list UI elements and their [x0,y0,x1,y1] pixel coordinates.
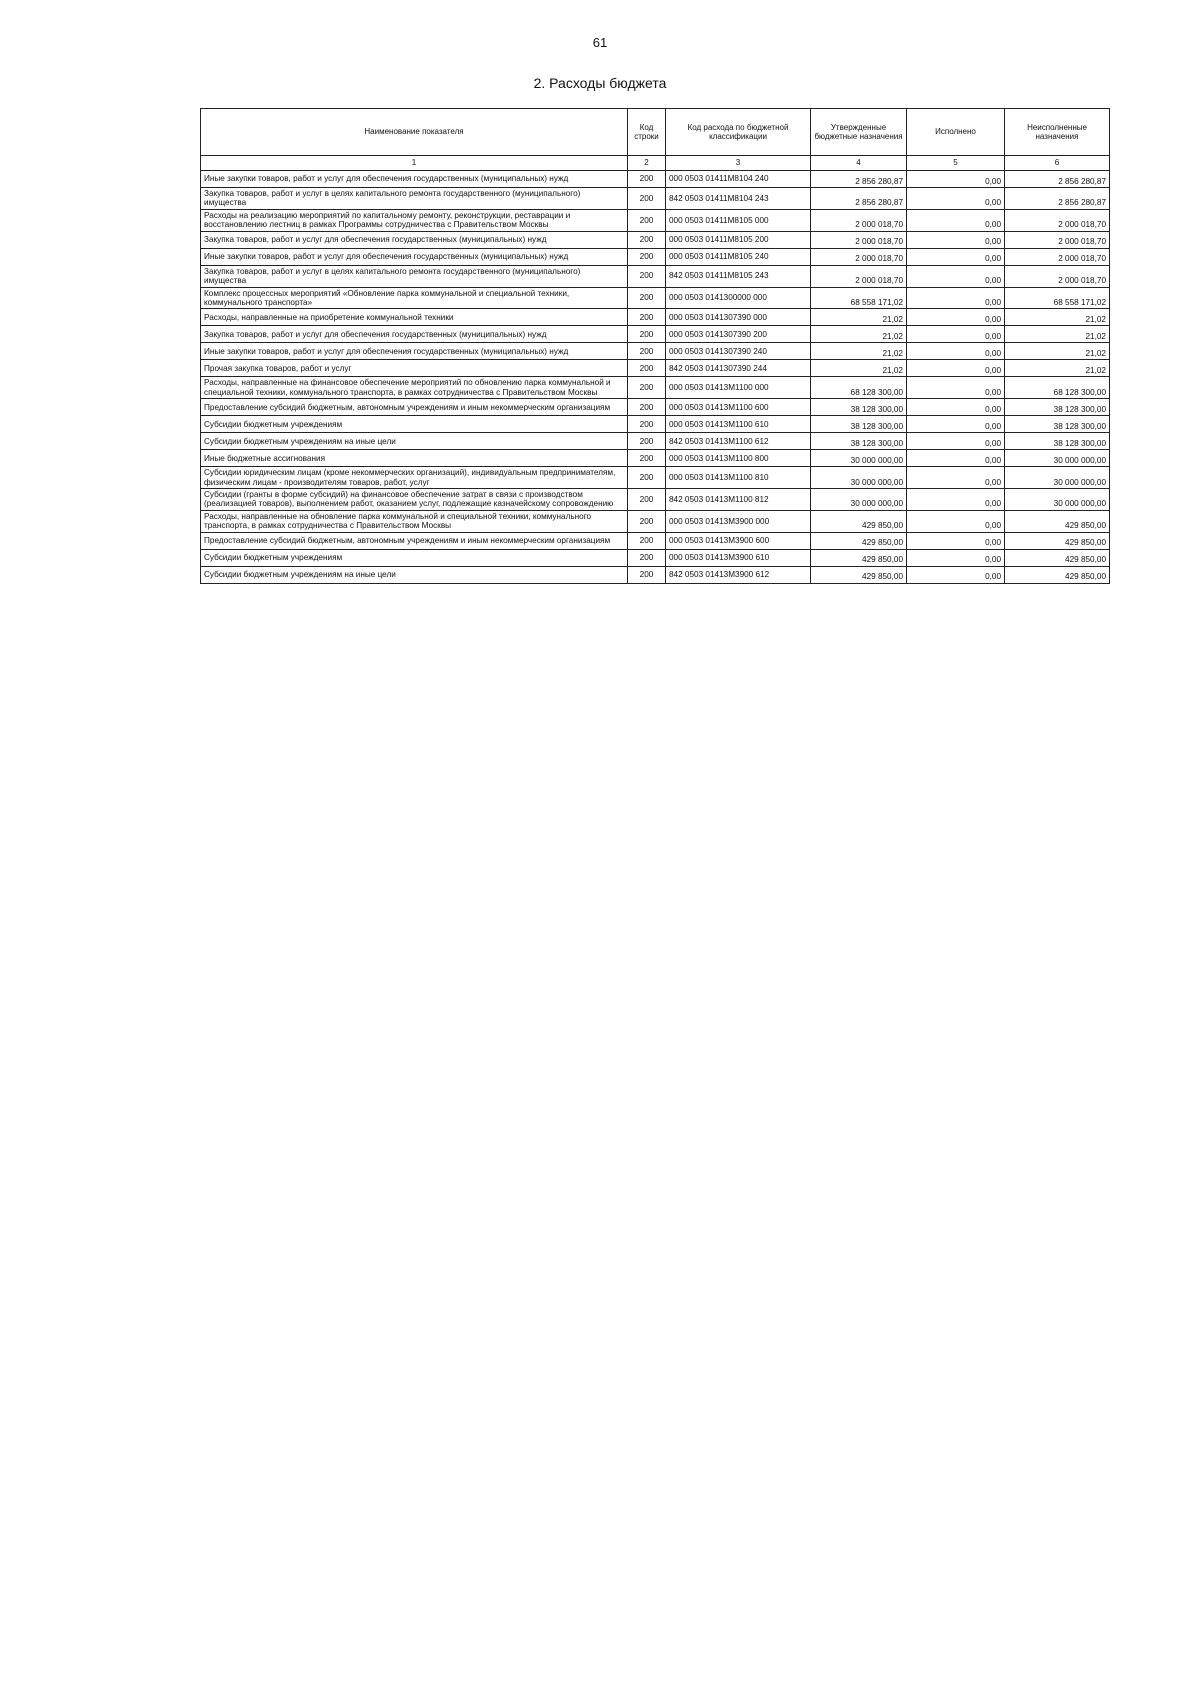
table-row [201,566,1110,583]
row-unexecuted-amount: 21,02 [1005,343,1110,360]
table-row [201,326,1110,343]
column-number: 5 [907,156,1005,171]
row-name: Расходы на реализацию мероприятий по капитальному ремонту, реконструкции, реставрации и восстановлению лестниц в рамках Программы сотрудничества с Правительством Москвы [201,209,628,231]
row-unexecuted-amount: 429 850,00 [1005,566,1110,583]
row-executed-amount: 0,00 [907,343,1005,360]
row-unexecuted-amount: 2 856 280,87 [1005,188,1110,210]
table-row [201,433,1110,450]
column-header: Исполнено [907,109,1005,156]
row-executed-amount: 0,00 [907,360,1005,377]
row-executed-amount: 0,00 [907,209,1005,231]
row-budget-code: 000 0503 01413M3900 600 [666,532,811,549]
table-row [201,231,1110,248]
column-header: Неисполненные назначения [1005,109,1110,156]
row-line-code: 200 [628,510,666,532]
row-budget-code: 842 0503 01413M1100 612 [666,433,811,450]
row-name: Иные закупки товаров, работ и услуг для обеспечения государственных (муниципальных) нужд [201,171,628,188]
column-header: Код расхода по бюджетной классификации [666,109,811,156]
row-approved-amount: 429 850,00 [811,510,907,532]
row-executed-amount: 0,00 [907,326,1005,343]
row-name: Расходы, направленные на финансовое обеспечение мероприятий по обновлению парка коммунальной и специальной техники, коммунального транспорта, в рамках сотрудничества с Правительством Москвы [201,377,628,399]
table-row [201,209,1110,231]
row-unexecuted-amount: 30 000 000,00 [1005,450,1110,467]
row-name: Закупка товаров, работ и услуг для обеспечения государственных (муниципальных) нужд [201,231,628,248]
row-line-code: 200 [628,287,666,309]
column-number: 2 [628,156,666,171]
row-executed-amount: 0,00 [907,450,1005,467]
row-name: Иные закупки товаров, работ и услуг для обеспечения государственных (муниципальных) нужд [201,248,628,265]
row-name: Закупка товаров, работ и услуг для обеспечения государственных (муниципальных) нужд [201,326,628,343]
row-line-code: 200 [628,377,666,399]
row-line-code: 200 [628,549,666,566]
row-unexecuted-amount: 68 558 171,02 [1005,287,1110,309]
row-budget-code: 000 0503 01413M1100 000 [666,377,811,399]
row-line-code: 200 [628,188,666,210]
table-row [201,287,1110,309]
row-approved-amount: 2 856 280,87 [811,188,907,210]
row-line-code: 200 [628,343,666,360]
row-approved-amount: 429 850,00 [811,566,907,583]
table-row [201,309,1110,326]
row-budget-code: 842 0503 01411M8104 243 [666,188,811,210]
table-row [201,360,1110,377]
column-header: Утвержденные бюджетные назначения [811,109,907,156]
section-title: 2. Расходы бюджета [533,75,667,91]
row-unexecuted-amount: 2 000 018,70 [1005,231,1110,248]
table-row [201,532,1110,549]
row-approved-amount: 21,02 [811,360,907,377]
row-unexecuted-amount: 30 000 000,00 [1005,467,1110,489]
row-unexecuted-amount: 38 128 300,00 [1005,433,1110,450]
table-row [201,489,1110,511]
row-approved-amount: 30 000 000,00 [811,450,907,467]
row-unexecuted-amount: 2 000 018,70 [1005,265,1110,287]
header-row [201,109,1110,156]
row-name: Расходы, направленные на приобретение коммунальной техники [201,309,628,326]
row-executed-amount: 0,00 [907,416,1005,433]
row-approved-amount: 38 128 300,00 [811,416,907,433]
row-unexecuted-amount: 429 850,00 [1005,532,1110,549]
row-budget-code: 842 0503 01413M1100 812 [666,489,811,511]
row-unexecuted-amount: 429 850,00 [1005,549,1110,566]
column-number: 6 [1005,156,1110,171]
row-unexecuted-amount: 38 128 300,00 [1005,399,1110,416]
row-name: Прочая закупка товаров, работ и услуг [201,360,628,377]
table-row [201,549,1110,566]
row-budget-code: 000 0503 01413M1100 600 [666,399,811,416]
row-name: Субсидии бюджетным учреждениям [201,416,628,433]
row-name: Субсидии (гранты в форме субсидий) на финансовое обеспечение затрат в связи с производством (реализацией товаров), выполнением работ, оказанием услуг, подлежащие казначейскому сопровождению [201,489,628,511]
row-approved-amount: 38 128 300,00 [811,399,907,416]
row-line-code: 200 [628,416,666,433]
row-name: Субсидии бюджетным учреждениям на иные цели [201,433,628,450]
page-number: 61 [592,35,608,50]
row-budget-code: 000 0503 01413M1100 800 [666,450,811,467]
row-executed-amount: 0,00 [907,489,1005,511]
table-row [201,343,1110,360]
row-budget-code: 000 0503 01413M1100 810 [666,467,811,489]
row-executed-amount: 0,00 [907,309,1005,326]
row-line-code: 200 [628,326,666,343]
row-executed-amount: 0,00 [907,566,1005,583]
row-approved-amount: 429 850,00 [811,549,907,566]
row-line-code: 200 [628,532,666,549]
row-name: Субсидии бюджетным учреждениям [201,549,628,566]
table-row [201,248,1110,265]
row-unexecuted-amount: 2 856 280,87 [1005,171,1110,188]
row-name: Закупка товаров, работ и услуг в целях капитального ремонта государственного (муниципального) имущества [201,188,628,210]
row-approved-amount: 2 000 018,70 [811,248,907,265]
row-approved-amount: 30 000 000,00 [811,489,907,511]
row-approved-amount: 68 558 171,02 [811,287,907,309]
row-name: Расходы, направленные на обновление парка коммунальной и специальной техники, коммунального транспорта, в рамках сотрудничества с Правительством Москвы [201,510,628,532]
row-name: Субсидии бюджетным учреждениям на иные цели [201,566,628,583]
row-approved-amount: 68 128 300,00 [811,377,907,399]
row-budget-code: 000 0503 01413M3900 000 [666,510,811,532]
row-executed-amount: 0,00 [907,467,1005,489]
table-row [201,265,1110,287]
row-budget-code: 000 0503 0141307390 240 [666,343,811,360]
table-row [201,416,1110,433]
row-approved-amount: 21,02 [811,326,907,343]
column-header: Код строки [628,109,666,156]
row-budget-code: 842 0503 01411M8105 243 [666,265,811,287]
row-name: Иные закупки товаров, работ и услуг для обеспечения государственных (муниципальных) нужд [201,343,628,360]
row-executed-amount: 0,00 [907,287,1005,309]
row-unexecuted-amount: 2 000 018,70 [1005,248,1110,265]
row-line-code: 200 [628,399,666,416]
row-executed-amount: 0,00 [907,510,1005,532]
row-budget-code: 000 0503 0141307390 200 [666,326,811,343]
row-budget-code: 842 0503 01413M3900 612 [666,566,811,583]
table-row [201,399,1110,416]
row-budget-code: 000 0503 01413M3900 610 [666,549,811,566]
row-approved-amount: 38 128 300,00 [811,433,907,450]
row-executed-amount: 0,00 [907,171,1005,188]
row-executed-amount: 0,00 [907,265,1005,287]
row-line-code: 200 [628,489,666,511]
row-budget-code: 000 0503 01411M8105 200 [666,231,811,248]
row-unexecuted-amount: 21,02 [1005,309,1110,326]
column-number: 3 [666,156,811,171]
row-line-code: 200 [628,309,666,326]
row-unexecuted-amount: 429 850,00 [1005,510,1110,532]
row-line-code: 200 [628,265,666,287]
row-approved-amount: 2 000 018,70 [811,209,907,231]
row-executed-amount: 0,00 [907,532,1005,549]
row-line-code: 200 [628,209,666,231]
table-row [201,510,1110,532]
row-executed-amount: 0,00 [907,433,1005,450]
row-line-code: 200 [628,566,666,583]
row-executed-amount: 0,00 [907,231,1005,248]
table-body [201,171,1110,584]
row-budget-code: 000 0503 0141300000 000 [666,287,811,309]
row-unexecuted-amount: 38 128 300,00 [1005,416,1110,433]
row-budget-code: 842 0503 0141307390 244 [666,360,811,377]
row-executed-amount: 0,00 [907,248,1005,265]
row-line-code: 200 [628,433,666,450]
row-name: Субсидии юридическим лицам (кроме некоммерческих организаций), индивидуальным предпринимателям, физическим лицам - производителям товаров, работ, услуг [201,467,628,489]
row-executed-amount: 0,00 [907,377,1005,399]
row-budget-code: 000 0503 0141307390 000 [666,309,811,326]
row-unexecuted-amount: 2 000 018,70 [1005,209,1110,231]
column-number: 4 [811,156,907,171]
row-unexecuted-amount: 21,02 [1005,326,1110,343]
row-unexecuted-amount: 30 000 000,00 [1005,489,1110,511]
table-row [201,188,1110,210]
row-executed-amount: 0,00 [907,188,1005,210]
row-line-code: 200 [628,360,666,377]
row-unexecuted-amount: 21,02 [1005,360,1110,377]
row-budget-code: 000 0503 01411M8105 240 [666,248,811,265]
row-executed-amount: 0,00 [907,549,1005,566]
row-approved-amount: 21,02 [811,343,907,360]
row-approved-amount: 2 856 280,87 [811,171,907,188]
column-number: 1 [201,156,628,171]
row-budget-code: 000 0503 01411M8105 000 [666,209,811,231]
row-approved-amount: 429 850,00 [811,532,907,549]
row-line-code: 200 [628,450,666,467]
row-approved-amount: 30 000 000,00 [811,467,907,489]
row-budget-code: 000 0503 01411M8104 240 [666,171,811,188]
row-name: Предоставление субсидий бюджетным, автономным учреждениям и иным некоммерческим организациям [201,532,628,549]
row-name: Иные бюджетные ассигнования [201,450,628,467]
row-approved-amount: 2 000 018,70 [811,231,907,248]
column-header: Наименование показателя [201,109,628,156]
row-name: Закупка товаров, работ и услуг в целях капитального ремонта государственного (муниципального) имущества [201,265,628,287]
row-unexecuted-amount: 68 128 300,00 [1005,377,1110,399]
budget-expenses-table [200,108,1110,584]
row-approved-amount: 2 000 018,70 [811,265,907,287]
row-name: Предоставление субсидий бюджетным, автономным учреждениям и иным некоммерческим организациям [201,399,628,416]
row-executed-amount: 0,00 [907,399,1005,416]
row-budget-code: 000 0503 01413M1100 610 [666,416,811,433]
table-row [201,171,1110,188]
row-line-code: 200 [628,467,666,489]
table-row [201,467,1110,489]
column-number-row [201,156,1110,171]
row-name: Комплекс процессных мероприятий «Обновление парка коммунальной и специальной техники, коммунального транспорта» [201,287,628,309]
table-row [201,377,1110,399]
row-approved-amount: 21,02 [811,309,907,326]
row-line-code: 200 [628,248,666,265]
table-row [201,450,1110,467]
row-line-code: 200 [628,231,666,248]
row-line-code: 200 [628,171,666,188]
